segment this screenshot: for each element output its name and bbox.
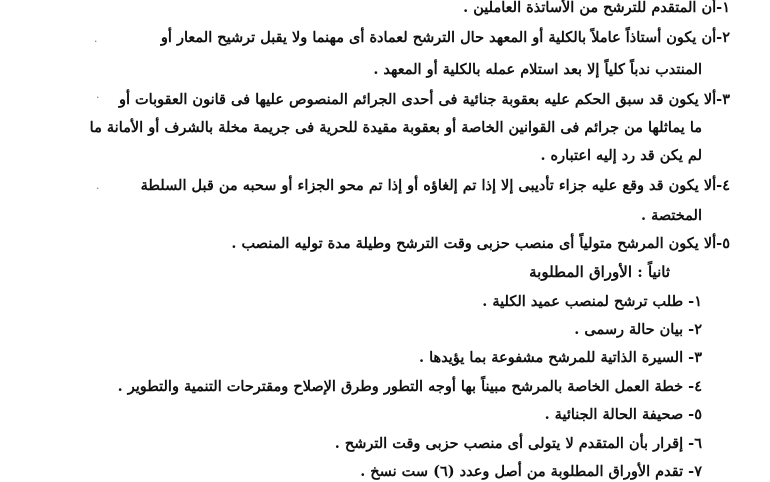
paper-item-1: ١- طلب ترشح لمنصب عميد الكلية . bbox=[482, 293, 702, 310]
paper-item-7: ٧- تقدم الأوراق المطلوبة من أصل وعدد (٦) ست نسخ . bbox=[360, 463, 702, 480]
paper-item-4: ٤- خطة العمل الخاصة بالمرشح مبيناً بها أوجه التطور وطرق الإصلاح ومقترحات التنمية والتطوير . bbox=[117, 378, 702, 395]
condition-2-line-2: المنتدب ندباً كلياً إلا بعد استلام عمله بالكلية أو المعهد . bbox=[373, 61, 702, 78]
condition-2-line-1: ٢-أن يكون أستاذاً عاملاً بالكلية أو المعهد حال الترشح لعمادة أى مهنما ولا يقبل ترشيح المعار أو bbox=[160, 29, 730, 46]
condition-3-line-1: ٣-ألا يكون قد سبق الحكم عليه بعقوبة جنائية فى أحدى الجرائم المنصوص عليها فى قانون العقوبات أو bbox=[118, 91, 730, 108]
condition-4-line-1: ٤-ألا يكون قد وقع عليه جزاء تأديبى إلا إذا تم إلغاؤه أو إذا تم محو الجزاء أو سحبه من قبل السلطة bbox=[140, 177, 730, 194]
condition-3-line-3: لم يكن قد رد إليه اعتباره . bbox=[540, 147, 702, 164]
condition-5-line-1: ٥-ألا يكون المرشح متولياً أى منصب حزبى وقت الترشح وطيلة مدة توليه المنصب . bbox=[231, 235, 730, 252]
section-title-required-papers: ثانياً : الأوراق المطلوبة bbox=[529, 263, 670, 281]
paper-item-5: ٥- صحيفة الحالة الجنائية . bbox=[544, 406, 702, 423]
scan-speck: · bbox=[96, 182, 100, 195]
paper-item-6: ٦- إقرار بأن المتقدم لا يتولى أى منصب حزبى وقت الترشح . bbox=[334, 435, 702, 452]
scan-speck: · bbox=[96, 91, 100, 104]
scan-speck: · bbox=[94, 35, 98, 48]
paper-item-3: ٣- السيرة الذاتية للمرشح مشفوعة بما يؤيدها . bbox=[419, 349, 702, 366]
condition-3-line-2: ما يماثلها من جرائم فى القوانين الخاصة أو بعقوبة مقيدة للحرية فى جريمة مخلة بالشرف أو الأمانة ما bbox=[89, 119, 702, 136]
condition-4-line-2: المختصة . bbox=[640, 207, 702, 224]
paper-item-2: ٢- بيان حالة رسمى . bbox=[574, 321, 702, 338]
condition-1-line-1: ١-أن المتقدم للترشح من الأساتذة العاملين . bbox=[463, 0, 730, 16]
